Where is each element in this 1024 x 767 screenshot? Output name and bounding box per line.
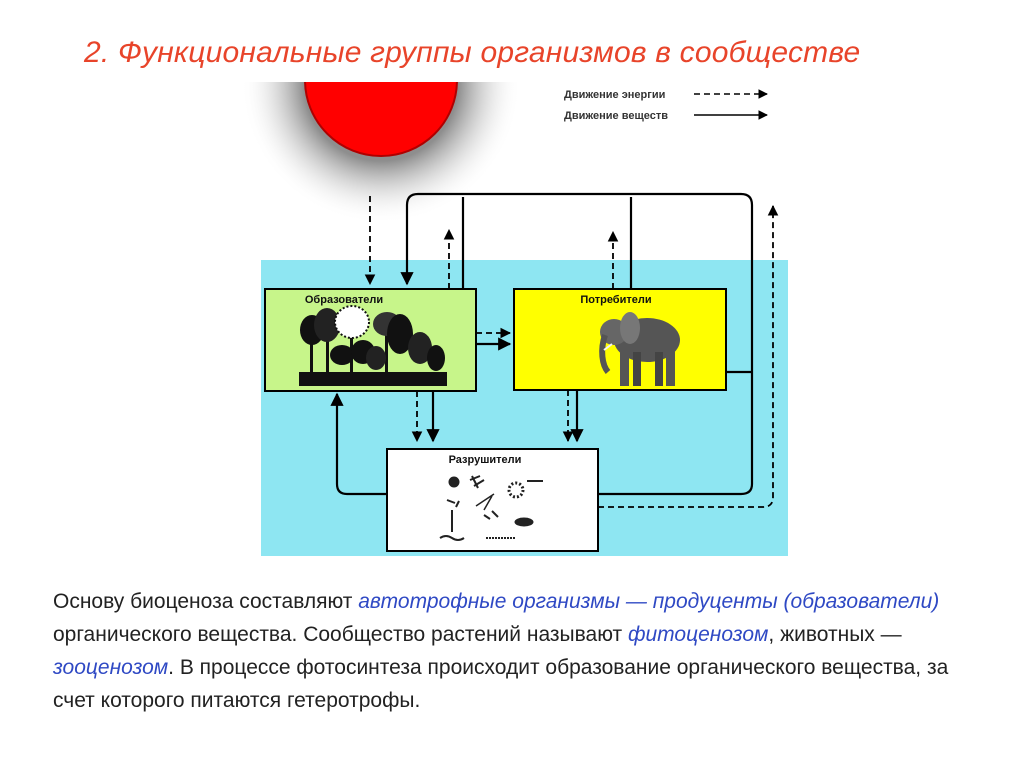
term-phytocenosis: фитоценозом <box>627 623 769 646</box>
legend-matter-label: Движение веществ <box>564 110 668 122</box>
term-zoocenosis: зооценозом <box>53 656 169 679</box>
legend <box>564 89 767 122</box>
decomposers-label: Разрушители <box>448 454 522 466</box>
text-part-2: органического вещества. Сообщество растений называют <box>53 623 628 646</box>
legend-energy-label: Движение энергии <box>564 89 666 101</box>
consumers-box <box>514 289 726 390</box>
producers-box <box>265 289 476 391</box>
text-part-1: Основу биоценоза составляют <box>53 590 359 613</box>
term-autotrophs: автотрофные организмы — продуценты (образователи) <box>358 590 940 613</box>
description-paragraph <box>53 585 983 717</box>
consumers-label: Потребители <box>580 294 652 306</box>
slide-title: 2. Функциональные группы организмов в сообществе <box>84 36 861 69</box>
decomposers-box <box>387 449 598 551</box>
text-part-3: , животных — <box>768 623 902 646</box>
producers-label: Образователи <box>304 294 384 306</box>
sun-icon <box>241 0 521 224</box>
text-part-4: . В процессе фотосинтеза происходит образование органического вещества, за счет которого питаются гетеротрофы. <box>53 656 949 712</box>
